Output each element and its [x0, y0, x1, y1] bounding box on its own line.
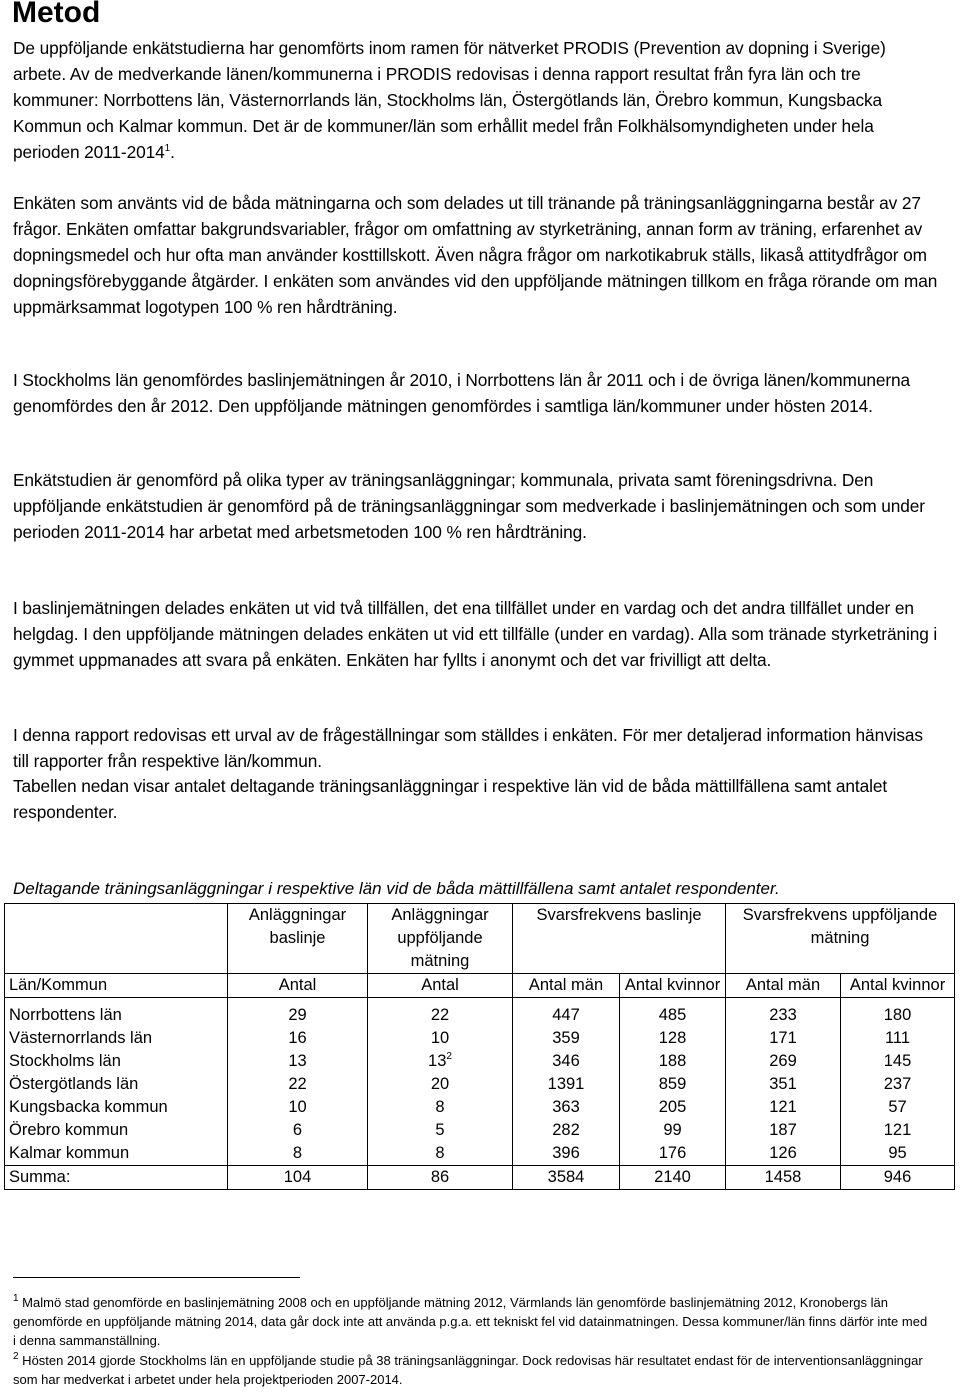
table-value: 346: [552, 1052, 580, 1070]
table-value: 176: [658, 1144, 687, 1162]
region-name: Norrbottens län: [9, 1006, 122, 1024]
header-count: Antal: [368, 974, 513, 998]
footnote-mark: 1: [13, 1293, 19, 1304]
region-names-cell: [5, 998, 228, 1166]
facilities-followup-cell: [368, 998, 513, 1166]
followup-men-cell: [726, 998, 841, 1166]
paragraph-timeline: I Stockholms län genomfördes baslinjemätningen år 2010, i Norrbottens län år 2011 och i de övriga länen/kommunerna genomfördes den år 2012. Den uppföljande mätningen genomfördes i samtliga län/kommuner under hösten 2014.: [13, 370, 911, 416]
footnote-divider: [13, 1277, 300, 1278]
table-caption: Deltagande träningsanläggningar i respektive län vid de båda mättillfällena samt antalet respondenter.: [13, 879, 780, 898]
footnote-2: [13, 1351, 933, 1389]
table-value: 188: [658, 1052, 687, 1070]
paragraph-distribution: I baslinjemätningen delades enkäten ut vid två tillfällen, det ena tillfället under en vardag och det andra tillfället under en helgdag. I den uppföljande mätningen delades enkäten ut vid ett tillfälle (under en vardag). Alla som tränade styrketräning i gymmet uppmanades att svara på enkäten. Enkäten har fyllts i anonymt och det var frivilligt att delta.: [13, 598, 938, 670]
footnote-mark: 2: [13, 1351, 19, 1362]
table-header-row-2: [5, 974, 955, 998]
table-value: 8: [435, 1098, 445, 1116]
footnote-text: Malmö stad genomförde en baslinjemätning 2008 och en uppföljande mätning 2012, Värmlands län genomförde baslinjemätning 2012, Kronobergs län genomförde en uppföljande mätning 2014, data går dock inte att använda p.g.a. ett tekniskt fel vid datainmatningen. Dessa kommuner/län finns därför inte med i denna sammanställning.: [13, 1295, 928, 1348]
table-value: 447: [552, 1006, 580, 1024]
table-value: 57: [888, 1098, 907, 1116]
table-value: 121: [769, 1098, 797, 1116]
table-value: 187: [769, 1121, 797, 1139]
baseline-women-cell: [620, 998, 726, 1166]
table-value: 205: [658, 1098, 687, 1116]
header-region: Län/Kommun: [5, 974, 228, 998]
table-value: 29: [288, 1006, 307, 1024]
header-count-men: Antal män: [726, 974, 841, 998]
table-value: 359: [552, 1029, 580, 1047]
paragraph-survey: Enkäten som använts vid de båda mätningarna och som delades ut till tränande på träningsanläggningarna består av 27 frågor. Enkäten omfattar bakgrundsvariabler, frågor om omfattning av styrketräning, annan form av träning, erfarenhet av dopningsmedel och hur ofta man använder kosttillskott. Även några frågor om narkotikabruk ställs, likaså attitydfrågor om dopningsförebyggande åtgärder. I enkäten som användes vid den uppföljande mätningen tillkom en fråga rörande om man uppmärksammat logotypen 100 % ren hårdträning.: [13, 193, 938, 317]
table-value: 8: [435, 1144, 445, 1162]
table-value: 20: [430, 1075, 450, 1093]
header-empty-cell: [5, 904, 228, 974]
table-value: [372, 1050, 508, 1073]
table-value: 8: [292, 1144, 303, 1162]
header-response-followup: Svarsfrekvens uppföljande mätning: [726, 904, 955, 974]
sum-value: 3584: [513, 1166, 620, 1190]
followup-women-cell: [841, 998, 955, 1166]
table-value: 6: [292, 1121, 303, 1139]
header-facilities-followup: Anläggningar uppföljande mätning: [368, 904, 513, 974]
table-value: 363: [552, 1098, 580, 1116]
table-body-row: [5, 998, 955, 1166]
table-value: 396: [552, 1144, 580, 1162]
footnote-ref-1: 1: [164, 143, 171, 154]
table-value: 1391: [547, 1075, 585, 1093]
region-name: Kungsbacka kommun: [9, 1098, 168, 1116]
table-value: 351: [769, 1075, 797, 1093]
table-value: 126: [769, 1144, 797, 1162]
table-value: 16: [288, 1029, 307, 1047]
table-value: 22: [430, 1006, 450, 1024]
table-value: 145: [883, 1052, 912, 1070]
table-value: 282: [552, 1121, 580, 1139]
paragraph-intro: [13, 35, 943, 165]
table-value-text: 13: [428, 1052, 447, 1070]
paragraph-table-intro: Tabellen nedan visar antalet deltagande träningsanläggningar i respektive län vid de båda mättillfällena samt antalet respondenter.: [13, 776, 888, 822]
table-value: 233: [769, 1006, 797, 1024]
header-count-women: Antal kvinnor: [620, 974, 726, 998]
baseline-men-cell: [513, 998, 620, 1166]
table-value: 111: [884, 1029, 911, 1047]
paragraph-facilities: Enkätstudien är genomförd på olika typer av träningsanläggningar; kommunala, privata samt föreningsdrivna. Den uppföljande enkätstudien är genomförd på de träningsanläggningar som medverkade i baslinjemätningen och som under perioden 2011-2014 har arbetat med arbetsmetoden 100 % ren hårdträning.: [13, 470, 925, 542]
footnote-1: [13, 1293, 933, 1350]
table-value: 859: [658, 1075, 687, 1093]
table-value: 13: [288, 1052, 307, 1070]
participation-table: [4, 903, 955, 1190]
sum-value: 946: [841, 1166, 955, 1190]
footnote-ref-2: 2: [446, 1051, 452, 1062]
table-value: 121: [883, 1121, 912, 1139]
region-name: Västernorrlands län: [9, 1029, 153, 1047]
table-value: 269: [769, 1052, 797, 1070]
region-name: Stockholms län: [9, 1052, 121, 1070]
table-value: 171: [769, 1029, 797, 1047]
sum-label: Summa:: [5, 1166, 228, 1190]
header-count-men: Antal män: [513, 974, 620, 998]
region-name: Örebro kommun: [9, 1121, 129, 1139]
region-name: Östergötlands län: [9, 1075, 139, 1093]
table-value: 237: [883, 1075, 912, 1093]
facilities-baseline-cell: [228, 998, 368, 1166]
table-value: 22: [288, 1075, 307, 1093]
table-value: 485: [658, 1006, 687, 1024]
paragraph-intro-end: .: [170, 142, 175, 162]
header-response-baseline: Svarsfrekvens baslinje: [513, 904, 726, 974]
header-count-women: Antal kvinnor: [841, 974, 955, 998]
table-value: 10: [430, 1029, 450, 1047]
footnote-text: Hösten 2014 gjorde Stockholms län en uppföljande studie på 38 träningsanläggningar. Dock redovisas här resultatet endast för de interventionsanläggningar som har medverkat i arbetet under hela projektperioden 2007-2014.: [13, 1353, 923, 1387]
table-value: 5: [435, 1121, 445, 1139]
paragraph-intro-text: De uppföljande enkätstudierna har genomförts inom ramen för nätverket PRODIS (Prevention av dopning i Sverige) arbete. Av de medverkande länen/kommunerna i PRODIS redovisas i denna rapport resultat från fyra län och tre kommuner: Norrbottens län, Västernorrlands län, Stockholms län, Östergötlands län, Örebro kommun, Kungsbacka Kommun och Kalmar kommun. Det är de kommuner/län som erhållit medel från Folkhälsomyndigheten under hela perioden 2011-2014: [13, 38, 886, 162]
table-value: 10: [288, 1098, 307, 1116]
header-count: Antal: [228, 974, 368, 998]
table-value: 180: [883, 1006, 912, 1024]
table-value: 95: [888, 1144, 907, 1162]
paragraph-selection: I denna rapport redovisas ett urval av de frågeställningar som ställdes i enkäten. För mer detaljerad information hänvisas till rapporter från respektive län/kommun.: [13, 725, 923, 771]
page-title: Metod: [12, 0, 101, 29]
region-name: Kalmar kommun: [9, 1144, 130, 1162]
table-value: 99: [663, 1121, 682, 1139]
sum-value: 86: [368, 1166, 513, 1190]
table-sum-row: [5, 1166, 955, 1190]
header-facilities-baseline: Anläggningar baslinje: [228, 904, 368, 974]
sum-value: 104: [228, 1166, 368, 1190]
table-value: 128: [658, 1029, 687, 1047]
sum-value: 2140: [620, 1166, 726, 1190]
table-header-row-1: [5, 904, 955, 974]
sum-value: 1458: [726, 1166, 841, 1190]
